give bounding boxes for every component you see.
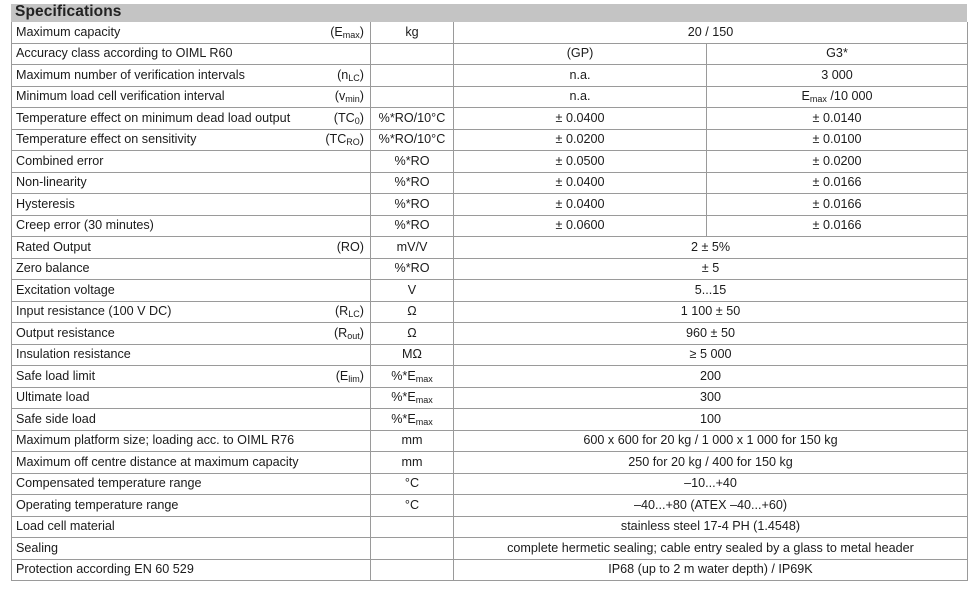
- value-cell-gp: [454, 108, 707, 130]
- symbol-cell: [324, 43, 371, 65]
- param-label: Creep error (30 minutes): [16, 218, 154, 232]
- symbol-cell: [324, 258, 371, 280]
- param-label: Output resistance: [16, 325, 115, 340]
- unit-cell: [371, 495, 454, 517]
- unit-cell: [371, 301, 454, 323]
- value-cell-g3: [707, 65, 968, 87]
- value-cell: [454, 344, 968, 366]
- param-cell: [12, 22, 324, 43]
- unit-cell: [371, 559, 454, 581]
- symbol-subscript: lim: [348, 373, 360, 384]
- symbol-cell: [324, 495, 371, 517]
- symbol-subscript: RO: [346, 137, 360, 147]
- param-cell: [12, 516, 324, 538]
- param-cell: [12, 86, 324, 108]
- value-text: ± 0.0166: [812, 175, 862, 189]
- symbol-subscript: max: [342, 29, 360, 40]
- table-row: [12, 516, 968, 538]
- symbol-text: (TC: [325, 132, 347, 146]
- param-cell: [12, 129, 324, 151]
- value-cell: [454, 516, 968, 538]
- value-cell-g3: [707, 215, 968, 237]
- value-text: –10...+40: [684, 476, 737, 490]
- param-label: Minimum load cell verification interval: [16, 89, 225, 103]
- param-cell: [12, 301, 324, 323]
- value-text: ± 0.0100: [812, 132, 862, 146]
- table-row: [12, 237, 968, 259]
- value-text: 960 ± 50: [686, 325, 735, 340]
- param-cell: [12, 366, 324, 388]
- value-text: 2 ± 5%: [690, 239, 731, 254]
- param-cell: [12, 344, 324, 366]
- value-cell-gp: [454, 129, 707, 151]
- param-label: Insulation resistance: [16, 347, 131, 361]
- unit-cell: [371, 516, 454, 538]
- param-cell: [12, 108, 324, 130]
- unit-subscript: max: [415, 395, 433, 405]
- symbol-cell: [324, 301, 371, 323]
- symbol-cell: [324, 430, 371, 452]
- unit-subscript: max: [415, 416, 433, 427]
- symbol-cell: [324, 237, 371, 259]
- symbol-cell: [324, 215, 371, 237]
- value-text: 600 x 600 for 20 kg / 1 000 x 1 000 for 150 kg: [583, 433, 838, 447]
- table-row: [12, 129, 968, 151]
- table-row: [12, 172, 968, 194]
- unit-cell: [371, 323, 454, 345]
- table-row: [12, 473, 968, 495]
- table-row: [12, 22, 968, 43]
- param-label: Sealing: [16, 540, 59, 555]
- symbol-cell: [324, 366, 371, 388]
- symbol-cell: [324, 194, 371, 216]
- symbol-cell: [324, 172, 371, 194]
- unit-text: mm: [401, 433, 423, 447]
- unit-cell: [371, 387, 454, 409]
- param-cell: [12, 65, 324, 87]
- value-text: n.a.: [569, 89, 591, 103]
- table-row: [12, 194, 968, 216]
- value-text: 1 100 ± 50: [680, 304, 741, 318]
- symbol-subscript: 0: [354, 115, 360, 126]
- param-cell: [12, 258, 324, 280]
- unit-cell: [371, 258, 454, 280]
- param-label: Compensated temperature range: [16, 476, 202, 490]
- table-row: [12, 301, 968, 323]
- param-cell: [12, 430, 324, 452]
- unit-cell: [371, 43, 454, 65]
- param-cell: [12, 237, 324, 259]
- symbol-text: (RO): [336, 239, 364, 254]
- unit-cell: [371, 151, 454, 173]
- symbol-cell: [324, 151, 371, 173]
- table-row: [12, 258, 968, 280]
- symbol-close: ): [359, 325, 364, 340]
- symbol-close: ): [359, 110, 364, 125]
- param-cell: [12, 452, 324, 474]
- symbol-cell: [324, 452, 371, 474]
- value-cell: [454, 22, 968, 43]
- symbol-cell: [324, 22, 371, 43]
- unit-text: °C: [404, 476, 420, 490]
- value-text: 250 for 20 kg / 400 for 150 kg: [628, 454, 793, 469]
- symbol-cell: [324, 409, 371, 431]
- unit-cell: [371, 366, 454, 388]
- value-cell: [454, 409, 968, 431]
- unit-cell: [371, 65, 454, 87]
- param-cell: [12, 151, 324, 173]
- symbol-subscript: min: [345, 94, 360, 104]
- value-text: n.a.: [569, 67, 591, 82]
- param-cell: [12, 495, 324, 517]
- value-text: 300: [699, 390, 721, 404]
- table-row: [12, 43, 968, 65]
- unit-text: MΩ: [402, 347, 422, 361]
- unit-cell: [371, 409, 454, 431]
- value-text: G3*: [826, 46, 848, 60]
- table-row: [12, 323, 968, 345]
- unit-cell: [371, 194, 454, 216]
- value-cell-g3: [707, 194, 968, 216]
- symbol-close: ): [359, 132, 364, 146]
- table-row: [12, 280, 968, 302]
- table-row: [12, 366, 968, 388]
- value-text: 200: [699, 368, 721, 383]
- unit-text: kg: [405, 24, 419, 39]
- value-cell: [454, 430, 968, 452]
- param-cell: [12, 538, 324, 560]
- param-label: Rated Output: [16, 239, 91, 254]
- symbol-text: (TC: [333, 110, 355, 125]
- table-row: [12, 387, 968, 409]
- value-text: 3 000: [821, 67, 853, 82]
- value-cell: [454, 366, 968, 388]
- value-text: 100: [699, 411, 721, 426]
- param-label: Combined error: [16, 153, 104, 168]
- value-text: (GP): [566, 46, 594, 60]
- param-cell: [12, 473, 324, 495]
- symbol-close: ): [359, 89, 364, 103]
- param-cell: [12, 43, 324, 65]
- table-row: [12, 538, 968, 560]
- unit-subscript: max: [415, 373, 433, 384]
- unit-text: %*RO/10°C: [378, 110, 446, 125]
- param-cell: [12, 559, 324, 581]
- unit-text: %*RO: [394, 175, 430, 189]
- param-cell: [12, 323, 324, 345]
- value-cell-g3: [707, 172, 968, 194]
- unit-text: Ω: [407, 325, 417, 340]
- symbol-close: ): [359, 67, 364, 82]
- unit-cell: [371, 452, 454, 474]
- symbol-close: ): [359, 304, 364, 318]
- unit-text: %*RO: [394, 196, 430, 211]
- section-header: [11, 4, 967, 22]
- unit-cell: [371, 473, 454, 495]
- unit-cell: [371, 280, 454, 302]
- unit-cell: [371, 86, 454, 108]
- value-cell-gp: [454, 65, 707, 87]
- unit-text: %*E: [391, 368, 416, 383]
- param-cell: [12, 194, 324, 216]
- value-cell: [454, 452, 968, 474]
- value-text: ± 0.0400: [555, 110, 605, 125]
- unit-cell: [371, 22, 454, 43]
- symbol-close: ): [359, 24, 364, 39]
- unit-cell: [371, 172, 454, 194]
- unit-text: %*RO: [394, 153, 430, 168]
- unit-cell: [371, 215, 454, 237]
- value-text: 20 / 150: [687, 24, 734, 39]
- param-label: Maximum number of verification intervals: [16, 67, 245, 82]
- value-cell-gp: [454, 43, 707, 65]
- unit-text: %*RO: [394, 261, 430, 275]
- value-text: E: [801, 89, 810, 103]
- symbol-text: (E: [335, 368, 349, 383]
- value-cell: [454, 473, 968, 495]
- value-cell-gp: [454, 172, 707, 194]
- symbol-cell: [324, 559, 371, 581]
- value-subscript: max: [809, 94, 827, 104]
- value-cell-g3: [707, 86, 968, 108]
- value-cell: [454, 495, 968, 517]
- param-cell: [12, 409, 324, 431]
- value-cell: [454, 387, 968, 409]
- symbol-subscript: LC: [348, 309, 360, 319]
- value-cell-gp: [454, 151, 707, 173]
- symbol-text: (n: [337, 67, 349, 82]
- table-row: [12, 108, 968, 130]
- param-label: Excitation voltage: [16, 282, 115, 297]
- value-text: complete hermetic sealing; cable entry sealed by a glass to metal header: [507, 540, 914, 555]
- symbol-text: (R: [334, 304, 349, 318]
- value-text: ± 5: [701, 261, 720, 275]
- value-text: ± 0.0600: [555, 218, 605, 232]
- value-text: ± 0.0400: [555, 196, 605, 211]
- param-cell: [12, 387, 324, 409]
- unit-cell: [371, 108, 454, 130]
- value-cell-g3: [707, 129, 968, 151]
- param-label: Temperature effect on sensitivity: [16, 132, 197, 146]
- param-label: Input resistance (100 V DC): [16, 304, 172, 318]
- param-cell: [12, 280, 324, 302]
- value-text: 5...15: [694, 282, 727, 297]
- table-row: [12, 151, 968, 173]
- symbol-subscript: LC: [348, 72, 360, 83]
- value-cell: [454, 237, 968, 259]
- symbol-cell: [324, 129, 371, 151]
- param-label: Load cell material: [16, 519, 115, 533]
- unit-cell: [371, 538, 454, 560]
- value-text: ± 0.0500: [555, 153, 605, 168]
- symbol-cell: [324, 344, 371, 366]
- unit-text: mV/V: [396, 239, 428, 254]
- symbol-cell: [324, 538, 371, 560]
- table-row: [12, 430, 968, 452]
- unit-text: mm: [401, 454, 423, 469]
- value-cell-gp: [454, 194, 707, 216]
- value-cell: [454, 280, 968, 302]
- value-text: ± 0.0166: [812, 196, 862, 211]
- param-label: Maximum off centre distance at maximum capacity: [16, 454, 299, 469]
- unit-text: %*E: [391, 390, 416, 404]
- unit-text: V: [407, 282, 417, 297]
- table-row: [12, 452, 968, 474]
- symbol-cell: [324, 108, 371, 130]
- symbol-cell: [324, 280, 371, 302]
- param-label: Zero balance: [16, 261, 90, 275]
- value-text: ± 0.0200: [555, 132, 605, 146]
- unit-text: °C: [404, 497, 420, 512]
- param-label: Maximum platform size; loading acc. to OIML R76: [16, 433, 295, 447]
- table-row: [12, 559, 968, 581]
- param-cell: [12, 215, 324, 237]
- value-tail: /10 000: [826, 89, 873, 103]
- param-label: Accuracy class according to OIML R60: [16, 46, 233, 60]
- symbol-cell: [324, 516, 371, 538]
- unit-text: %*RO/10°C: [378, 132, 446, 146]
- param-label: Protection according EN 60 529: [16, 562, 194, 576]
- value-text: –40...+80 (ATEX –40...+60): [633, 497, 788, 512]
- symbol-cell: [324, 473, 371, 495]
- table-row: [12, 409, 968, 431]
- value-text: ± 0.0400: [555, 175, 605, 189]
- value-cell: [454, 323, 968, 345]
- table-row: [12, 215, 968, 237]
- param-label: Operating temperature range: [16, 497, 179, 512]
- value-cell: [454, 301, 968, 323]
- value-text: ± 0.0140: [812, 110, 862, 125]
- symbol-text: (v: [334, 89, 346, 103]
- symbol-subscript: out: [347, 330, 360, 341]
- value-text: ± 0.0166: [812, 218, 862, 232]
- unit-cell: [371, 430, 454, 452]
- param-label: Safe side load: [16, 411, 96, 426]
- unit-cell: [371, 344, 454, 366]
- symbol-cell: [324, 323, 371, 345]
- unit-cell: [371, 237, 454, 259]
- unit-text: %*E: [391, 411, 416, 426]
- table-row: [12, 344, 968, 366]
- value-text: ± 0.0200: [812, 153, 862, 168]
- unit-text: Ω: [407, 304, 417, 318]
- value-cell-g3: [707, 151, 968, 173]
- value-text: ≥ 5 000: [689, 347, 732, 361]
- section-title: Specifications: [15, 3, 122, 20]
- table-row: [12, 86, 968, 108]
- unit-text: %*RO: [394, 218, 430, 232]
- value-cell-g3: [707, 108, 968, 130]
- value-cell: [454, 559, 968, 581]
- value-cell: [454, 538, 968, 560]
- symbol-cell: [324, 86, 371, 108]
- symbol-text: (R: [333, 325, 348, 340]
- param-label: Ultimate load: [16, 390, 90, 404]
- table-row: [12, 495, 968, 517]
- symbol-close: ): [359, 368, 364, 383]
- symbol-cell: [324, 387, 371, 409]
- param-label: Hysteresis: [16, 196, 75, 211]
- value-text: IP68 (up to 2 m water depth) / IP69K: [608, 562, 813, 576]
- symbol-cell: [324, 65, 371, 87]
- param-label: Non-linearity: [16, 175, 87, 189]
- value-text: stainless steel 17-4 PH (1.4548): [620, 519, 801, 533]
- unit-cell: [371, 129, 454, 151]
- table-row: [12, 65, 968, 87]
- param-cell: [12, 172, 324, 194]
- param-label: Temperature effect on minimum dead load output: [16, 110, 291, 125]
- value-cell-g3: [707, 43, 968, 65]
- param-label: Safe load limit: [16, 368, 96, 383]
- param-label: Maximum capacity: [16, 24, 121, 39]
- spec-table: [11, 22, 968, 581]
- value-cell-gp: [454, 86, 707, 108]
- symbol-text: (E: [330, 24, 343, 39]
- value-cell: [454, 258, 968, 280]
- value-cell-gp: [454, 215, 707, 237]
